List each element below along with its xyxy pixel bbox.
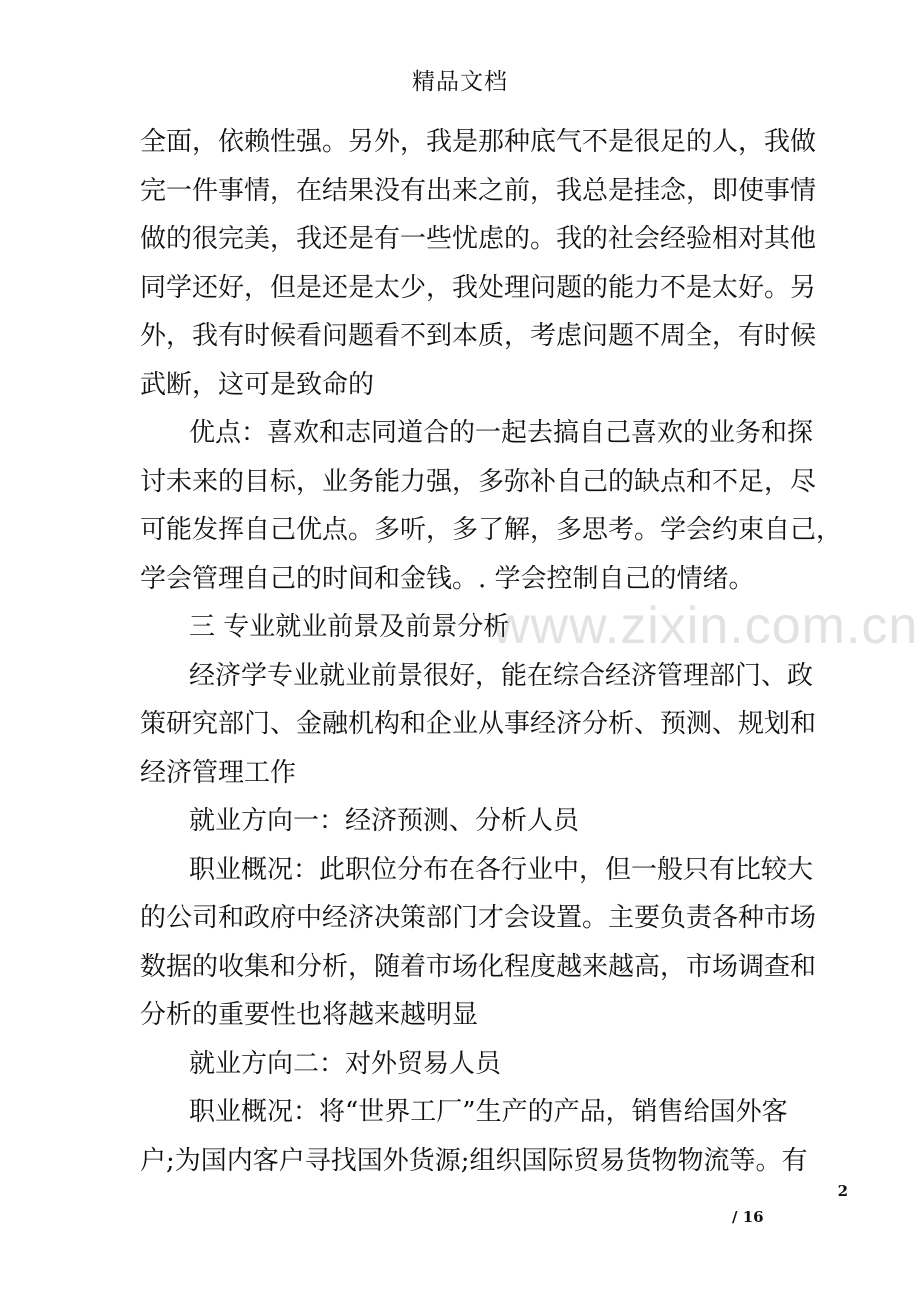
paragraph-start: 优点：喜欢和志同道合的一起去搞自己喜欢的业务和探 — [189, 418, 814, 448]
text-line: 讨未来的目标，业务能力强，多弥补自己的缺点和不足，尽 — [140, 466, 817, 497]
paragraph-start: 职业概况：此职位分布在各行业中，但一般只有比较大 — [189, 854, 814, 885]
section-heading: 三 专业就业前景及前景分析 — [189, 612, 510, 642]
page-total: / 16 — [732, 1208, 764, 1226]
document-header-title: 精品文档 — [412, 69, 508, 95]
text-line: 全面，依赖性强。另外，我是那种底气不是很足的人，我做 — [140, 127, 817, 157]
text-line: 分析的重要性也将越来越明显 — [140, 1000, 479, 1030]
text-line: 户;为国内客户寻找国外货源;组织国际贸易货物物流等。有 — [140, 1145, 808, 1176]
text-line: 策研究部门、金融机构和企业从事经济分析、预测、规划和 — [140, 709, 817, 739]
paragraph-start: 职业概况：将“世界工厂”生产的产品，销售给国外客 — [189, 1097, 788, 1127]
page-number: 2 — [837, 1182, 848, 1200]
document-body — [140, 118, 843, 1185]
text-line: 数据的收集和分析，随着市场化程度越来越高，市场调查和 — [140, 951, 817, 982]
text-line: 可能发挥自己优点。多听，多了解，多思考。学会约束自己， — [140, 515, 843, 545]
paragraph-start: 经济学专业就业前景很好，能在综合经济管理部门、政 — [189, 660, 814, 691]
text-line: 经济管理工作 — [140, 757, 297, 788]
text-line: 学会管理自己的时间和金钱。. 学会控制自己的情绪。 — [140, 563, 755, 594]
text-line: 同学还好，但是还是太少，我处理问题的能力不是太好。另 — [140, 272, 817, 303]
text-line: 做的很完美，我还是有一些忧虑的。我的社会经验相对其他 — [140, 224, 817, 254]
subheading: 就业方向二：对外贸易人员 — [189, 1048, 502, 1079]
subheading: 就业方向一：经济预测、分析人员 — [189, 806, 580, 836]
text-line: 的公司和政府中经济决策部门才会设置。主要负责各种市场 — [140, 903, 817, 933]
text-line: 外，我有时候看问题看不到本质，考虑问题不周全，有时候 — [140, 321, 817, 351]
text-line: 完一件事情，在结果没有出来之前，我总是挂念，即使事情 — [140, 175, 817, 206]
text-line: 武断，这可是致命的 — [140, 369, 375, 400]
watermark: www.zixin.com.cn — [492, 597, 919, 655]
